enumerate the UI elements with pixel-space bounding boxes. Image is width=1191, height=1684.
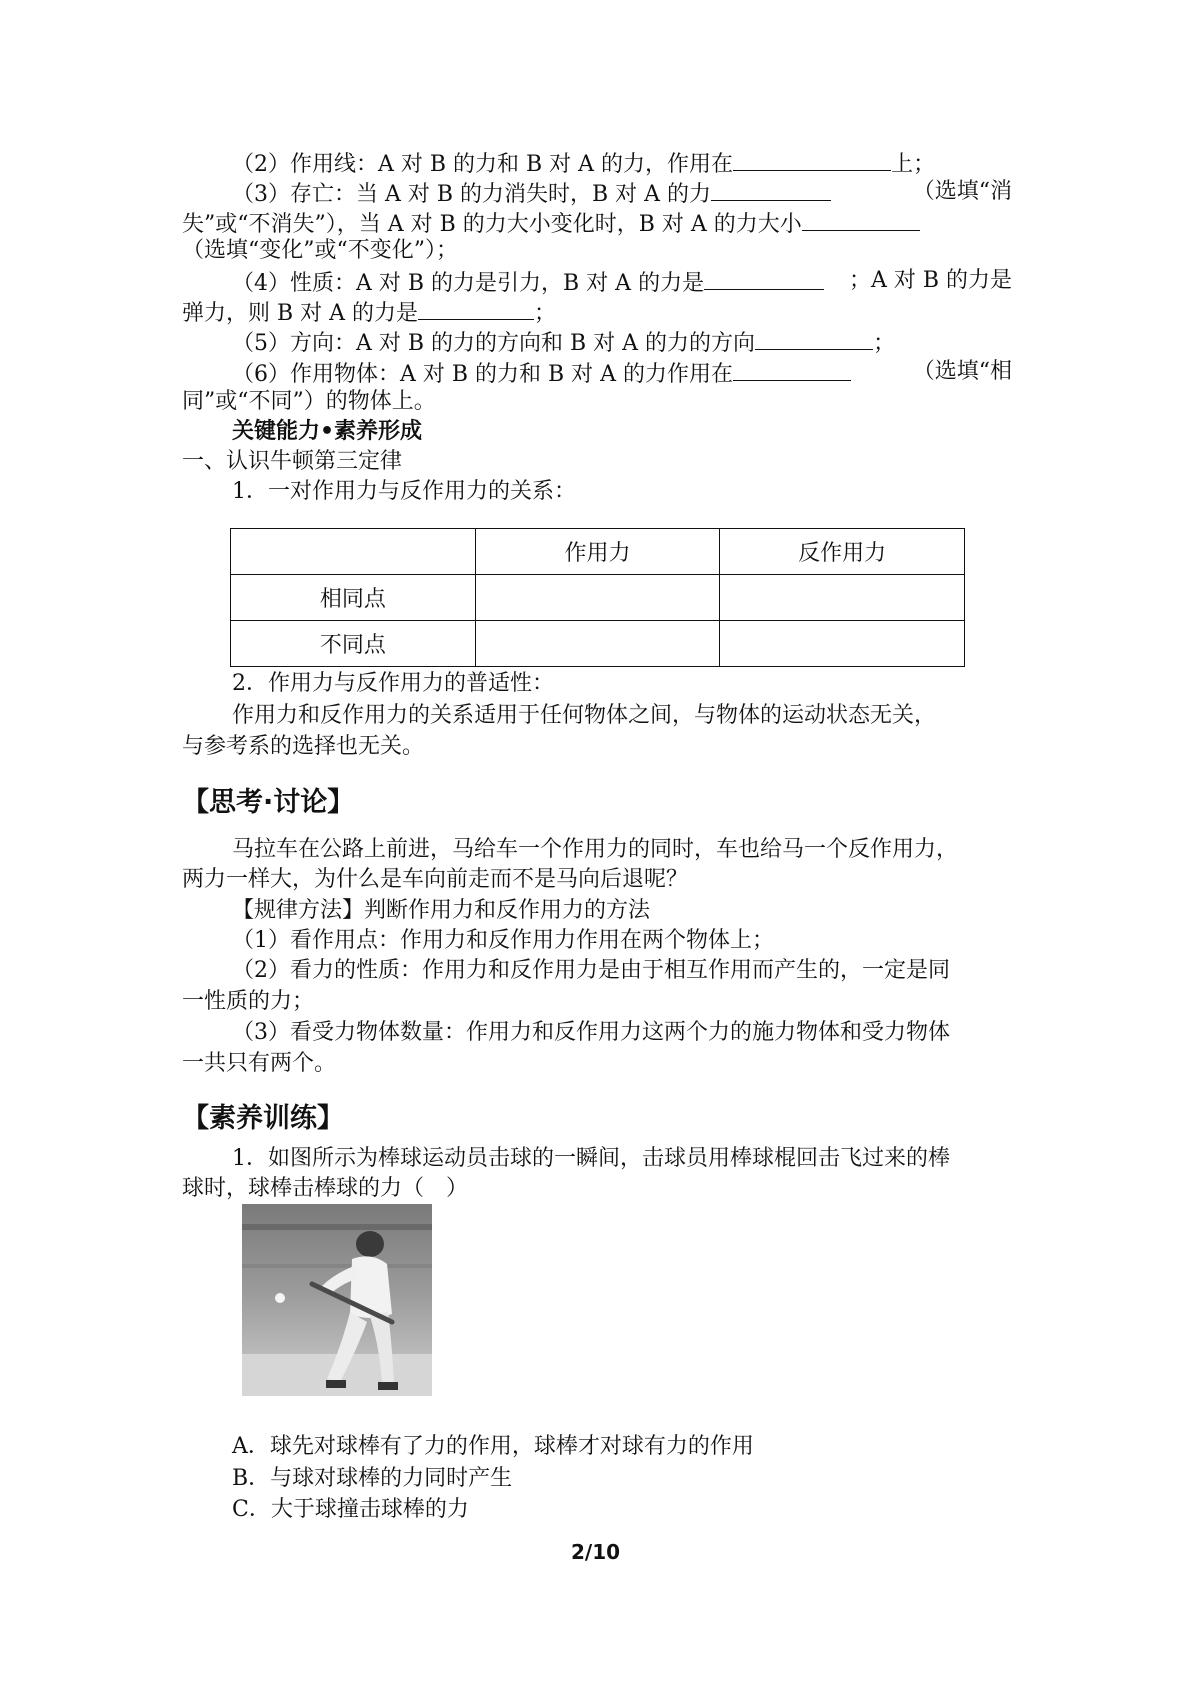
table-cell[interactable] [475,575,720,621]
prop-line-4b: 弹力，则 B 对 A 的力是 ； [182,295,1012,329]
method-item: （3）看受力物体数量：作用力和反作用力这两个力的施力物体和受力物体 [232,1020,950,1045]
item-2-text: 作用力和反作用力的关系适用于任何物体之间，与物体的运动状态无关， [232,703,937,728]
discussion-question: 马拉车在公路上前进，马给车一个作用力的同时，车也给马一个反作用力， [232,837,959,862]
method-item: 一性质的力； [182,989,315,1014]
table-header-cell: 反作用力 [720,529,965,575]
question-text: 球时，球棒击棒球的力（ ） [182,1176,469,1201]
fill-blank[interactable] [733,146,891,171]
method-item: （1）看作用点：作用力和反作用力作用在两个物体上； [232,928,774,953]
prop-line-6b: 同”或“不同”）的物体上。 [182,389,436,414]
page-number: 2/10 [570,1540,621,1564]
fill-blank[interactable] [802,206,920,231]
prop-line-3b: 失”或“不消失”），当 A 对 B 的力大小变化时，B 对 A 的力大小 [182,206,1012,240]
item-2-text: 与参考系的选择也无关。 [182,734,425,759]
option-b[interactable]: B．与球对球棒的力同时产生 [232,1466,513,1491]
fill-blank[interactable] [711,176,831,201]
table-cell[interactable] [720,621,965,667]
option-c[interactable]: C．大于球撞击球棒的力 [232,1497,469,1522]
baseball-batter-photo [242,1204,432,1396]
table-header-cell: 作用力 [475,529,720,575]
training-header: 【素养训练】 [182,1103,344,1134]
question-text: 1．如图所示为棒球运动员击球的一瞬间，击球员用棒球棍回击飞过来的棒 [232,1146,950,1171]
table-row [231,575,965,621]
discussion-header: 【思考·讨论】 [182,787,355,818]
method-title: 【规律方法】判断作用力和反作用力的方法 [232,898,651,923]
table-row-label: 相同点 [231,575,476,621]
table-header-row [231,529,965,575]
table-row [231,621,965,667]
method-item: 一共只有两个。 [182,1051,337,1076]
relationship-table [230,528,965,667]
fill-blank[interactable] [733,356,851,381]
section-heading: 一、认识牛顿第三定律 [182,449,403,474]
table-cell[interactable] [720,575,965,621]
prop-line-2: （2）作用线：A 对 B 的力和 B 对 A 的力，作用在 上； [232,146,1062,180]
prop-line-3c: （选填“变化”或“不变化”）； [182,238,458,263]
item-1-title: 1．一对作用力与反作用力的关系： [232,479,576,504]
key-ability-title: 关键能力•素养形成 [232,419,423,444]
fill-blank[interactable] [704,265,824,290]
option-a[interactable]: A．球先对球棒有了力的作用，球棒才对球有力的作用 [232,1434,754,1459]
table-row-label: 不同点 [231,621,476,667]
item-2-title: 2．作用力与反作用力的普适性： [232,671,554,696]
prop-line-5: （5）方向：A 对 B 的力的方向和 B 对 A 的力的方向 ； [232,325,1062,359]
method-item: （2）看力的性质：作用力和反作用力是由于相互作用而产生的，一定是同 [232,958,950,983]
discussion-question: 两力一样大，为什么是车向前走而不是马向后退呢？ [182,867,689,892]
table-cell[interactable] [475,621,720,667]
table-header-cell [231,529,476,575]
prop-line-3a: （3）存亡：当 A 对 B 的力消失时，B 对 A 的力 （选填“消 [232,176,1012,210]
prop-line-6a: （6）作用物体：A 对 B 的力和 B 对 A 的力作用在 （选填“相 [232,356,1012,390]
fill-blank[interactable] [755,325,873,350]
prop-line-4a: （4）性质：A 对 B 的力是引力，B 对 A 的力是 ；A 对 B 的力是 [232,265,1012,299]
fill-blank[interactable] [418,295,534,320]
